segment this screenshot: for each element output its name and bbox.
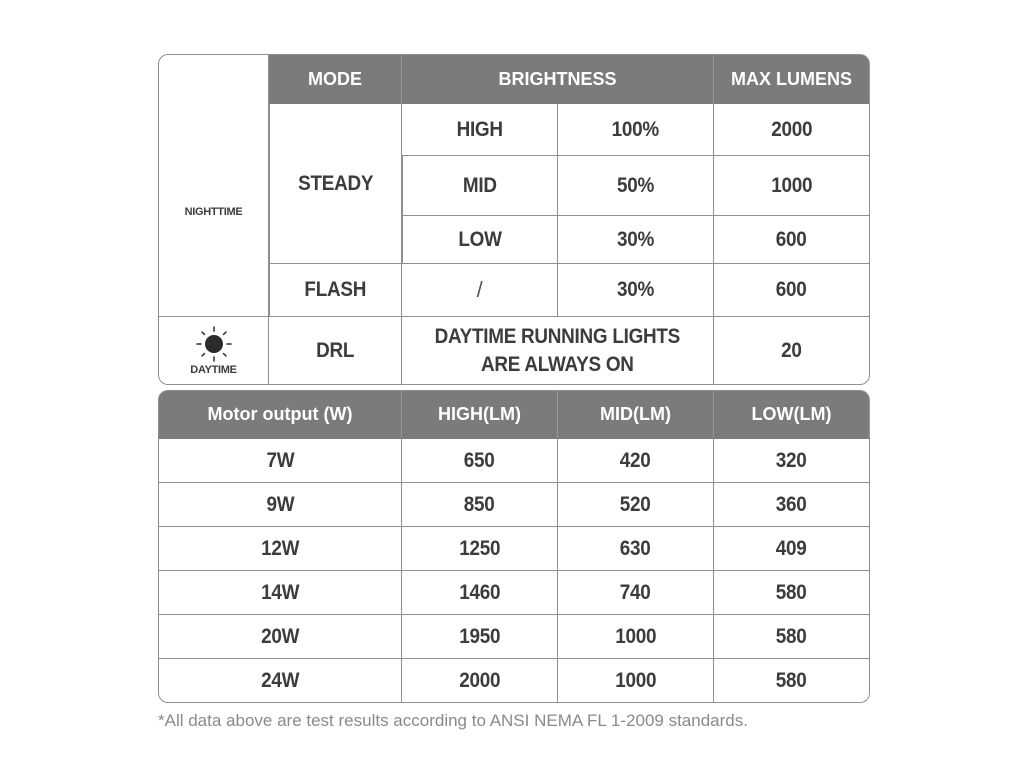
drl-line-1: DAYTIME RUNNING LIGHTS (434, 324, 681, 348)
lumens-cell (714, 264, 870, 317)
percent-flash: 30% (616, 278, 655, 301)
lumens-cell (714, 317, 870, 385)
low-lm-header: LOW(LM) (714, 390, 870, 439)
cell-text: 14W (260, 580, 300, 604)
cell-text: 580 (776, 624, 807, 648)
low-lm-cell (714, 571, 870, 615)
brightness-percent-cell (558, 264, 714, 317)
cell-text: 650 (464, 448, 495, 472)
lumens-cell (714, 216, 870, 264)
motor-watt-cell (158, 571, 402, 615)
percent-low: 30% (616, 227, 655, 251)
nighttime-label: NIGHTTIME (184, 205, 243, 218)
brightness-level-cell (402, 264, 558, 317)
high-lm-cell (402, 439, 558, 483)
lumens-cell (714, 156, 870, 216)
table-row (158, 615, 870, 659)
cell-text: 7W (266, 448, 294, 472)
max-lumens-header: MAX LUMENS (714, 54, 870, 104)
percent-high: 100% (611, 117, 660, 141)
footnote: *All data above are test results according to ANSI NEMA FL 1-2009 standards. (158, 711, 748, 730)
flash-label: FLASH (304, 278, 367, 301)
mode-cell-drl (269, 317, 402, 385)
cell-text: 580 (776, 580, 807, 604)
cell-text: 12W (260, 536, 300, 560)
drl-line-2: ARE ALWAYS ON (481, 352, 634, 376)
low-lm-cell (714, 527, 870, 571)
brightness-level-cell (402, 104, 558, 156)
mode-header: MODE (269, 54, 402, 104)
cell-text: 2000 (459, 668, 500, 692)
brightness-percent-cell (558, 104, 714, 156)
cell-text: 1460 (459, 580, 500, 604)
lumens-cell (714, 104, 870, 156)
cell-text: 24W (260, 668, 300, 692)
motor-watt-cell (158, 439, 402, 483)
mid-lm-cell (558, 527, 714, 571)
low-lm-cell (714, 439, 870, 483)
motor-table-header-row (158, 390, 870, 439)
cell-text: 850 (464, 492, 495, 516)
lumens-flash: 600 (776, 278, 807, 301)
low-lm-cell (714, 659, 870, 703)
mid-lm-header: MID(LM) (558, 390, 714, 439)
high-lm-cell (402, 483, 558, 527)
brightness-header: BRIGHTNESS (402, 54, 714, 104)
motor-watt-cell (158, 483, 402, 527)
cell-text: 1250 (459, 536, 500, 560)
motor-output-header: Motor output (W) (158, 390, 402, 439)
cell-text: 520 (620, 492, 651, 516)
table-row (158, 571, 870, 615)
mode-table-header-row (158, 54, 870, 104)
mid-lm-cell (558, 439, 714, 483)
lumens-drl: 20 (781, 338, 802, 362)
table-row (158, 527, 870, 571)
lumens-high: 2000 (771, 117, 812, 141)
table-row (158, 317, 870, 385)
mode-cell-flash (269, 264, 402, 317)
cell-text: 1000 (615, 668, 656, 692)
high-lm-header: HIGH(LM) (402, 390, 558, 439)
motor-watt-cell (158, 527, 402, 571)
cell-text: 360 (776, 492, 807, 516)
mid-lm-cell (558, 483, 714, 527)
high-lm-cell (402, 571, 558, 615)
cell-text: 320 (776, 448, 807, 472)
percent-mid: 50% (616, 173, 655, 197)
level-none: / (476, 277, 483, 302)
daytime-cell (158, 317, 269, 385)
cell-text: 580 (776, 668, 807, 692)
lumens-mid: 1000 (771, 173, 812, 197)
cell-text: 1000 (615, 624, 656, 648)
steady-label: STEADY (297, 171, 374, 195)
brightness-percent-cell (558, 156, 714, 216)
lumens-low: 600 (776, 227, 807, 251)
nighttime-cell (158, 54, 269, 317)
motor-output-table (158, 390, 870, 703)
level-low: LOW (458, 227, 502, 251)
brightness-percent-cell (558, 216, 714, 264)
mid-lm-cell (558, 571, 714, 615)
table-row (158, 659, 870, 703)
motor-watt-cell (158, 615, 402, 659)
low-lm-cell (714, 615, 870, 659)
cell-text: 740 (620, 580, 651, 604)
level-mid: MID (463, 173, 497, 197)
level-high: HIGH (456, 117, 503, 141)
cell-text: 9W (266, 492, 294, 516)
mode-cell-steady (269, 104, 402, 264)
cell-text: 409 (776, 536, 807, 560)
motor-watt-cell (158, 659, 402, 703)
high-lm-cell (402, 527, 558, 571)
drl-label: DRL (315, 338, 355, 362)
sun-icon (194, 326, 234, 364)
mode-table (158, 54, 870, 385)
cell-text: 20W (260, 624, 300, 648)
moon-icon (192, 154, 236, 200)
low-lm-cell (714, 483, 870, 527)
daytime-label: DAYTIME (190, 363, 237, 376)
mid-lm-cell (558, 659, 714, 703)
table-row (158, 483, 870, 527)
high-lm-cell (402, 659, 558, 703)
drl-description-cell (402, 317, 714, 385)
brightness-level-cell (402, 156, 558, 216)
mid-lm-cell (558, 615, 714, 659)
cell-text: 630 (620, 536, 651, 560)
cell-text: 420 (620, 448, 651, 472)
table-row (158, 439, 870, 483)
high-lm-cell (402, 615, 558, 659)
cell-text: 1950 (459, 624, 500, 648)
brightness-level-cell (402, 216, 558, 264)
